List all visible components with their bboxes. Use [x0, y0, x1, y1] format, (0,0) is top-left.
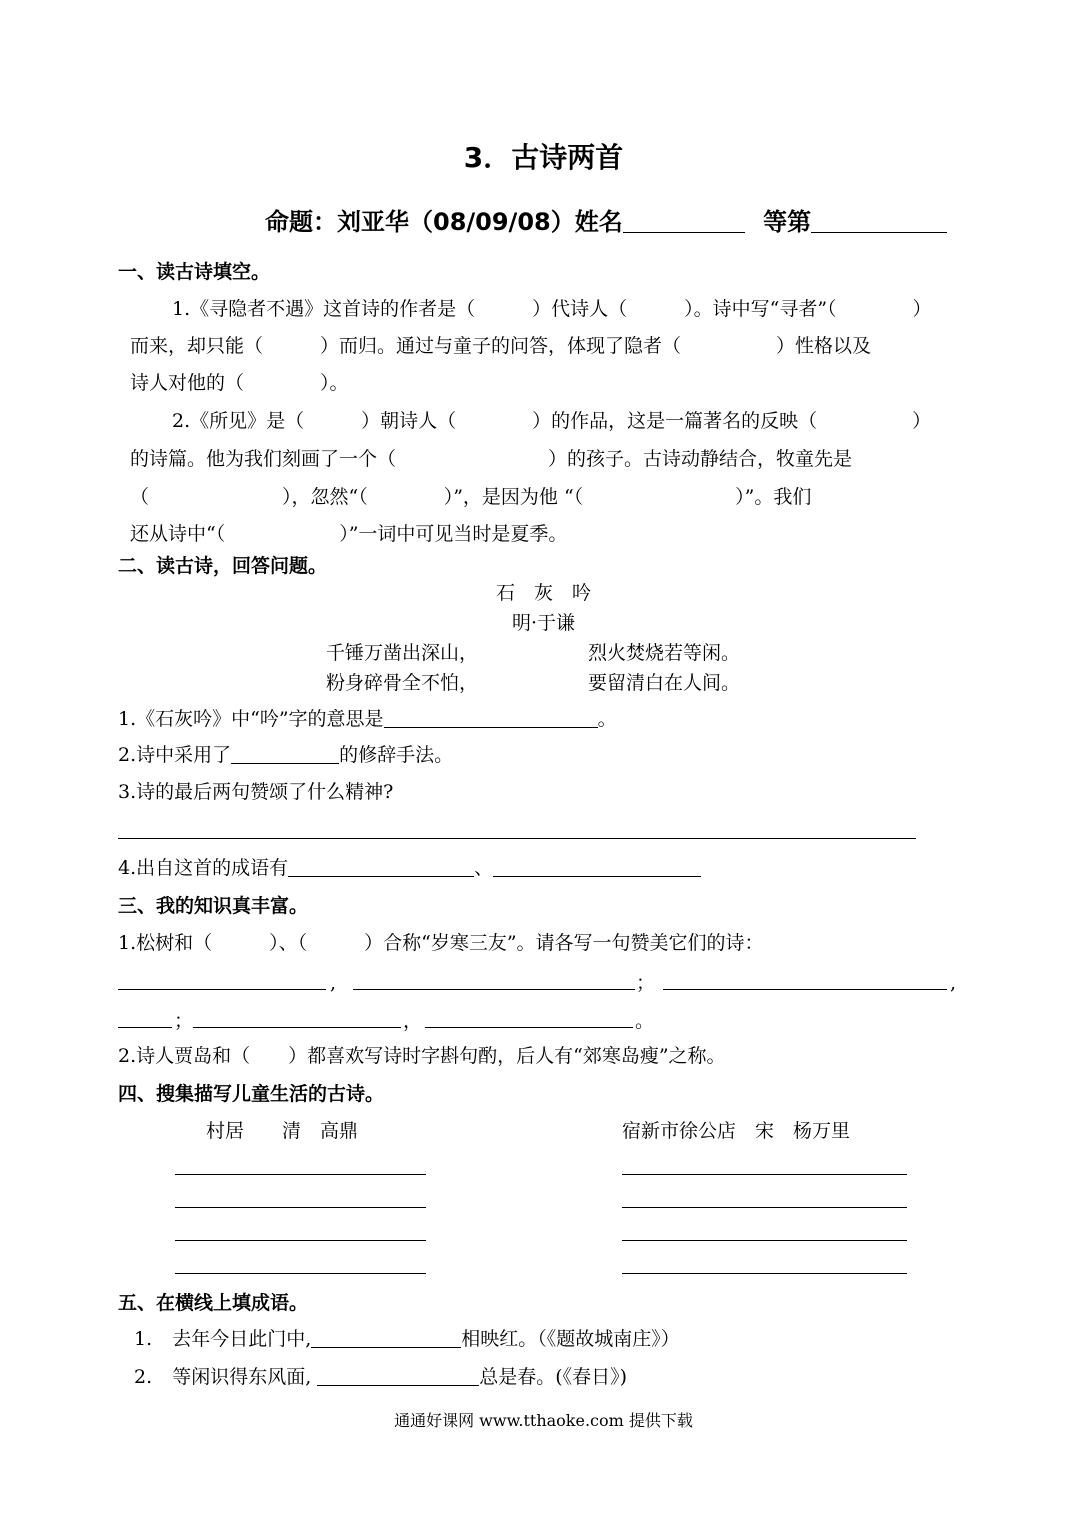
- punct-5: ，: [403, 1010, 423, 1032]
- punct-3: ,: [950, 972, 957, 994]
- poem-line-1: 千锤万凿出深山，: [326, 642, 479, 664]
- idiom-blank-2[interactable]: [317, 1365, 479, 1386]
- section1-line-2: 而来，却只能（ ）而归。通过与童子的问答，体现了隐者（ ）性格以及: [130, 335, 872, 357]
- q4-blank-2[interactable]: [493, 856, 701, 877]
- poem-title: 石 灰 吟: [495, 582, 591, 604]
- left-line-3[interactable]: [175, 1240, 426, 1241]
- section1-line-1: 1.《寻隐者不遇》这首诗的作者是（ ）代诗人（ ）。诗中写“寻者”（ ）: [172, 298, 932, 320]
- poem-blank-6[interactable]: [425, 1027, 633, 1028]
- section1-line-6: （ ），忽然“（ ）”，是因为他 “（ ）”。我们: [130, 486, 812, 508]
- right-line-2[interactable]: [622, 1207, 907, 1208]
- poem-author: 明·于谦: [511, 612, 576, 634]
- left-line-4[interactable]: [175, 1273, 426, 1274]
- poem-blank-5[interactable]: [193, 1027, 401, 1028]
- section3-q1: 1.松树和（ ）、（ ）合称“岁寒三友”。请各写一句赞美它们的诗：: [118, 932, 764, 954]
- q4-blank-1[interactable]: [288, 856, 474, 877]
- section1-line-5: 的诗篇。他为我们刻画了一个（ ）的孩子。古诗动静结合，牧童先是: [130, 448, 853, 470]
- poem-blank-2[interactable]: [353, 989, 635, 990]
- poem-blank-3[interactable]: [663, 989, 947, 990]
- punct-2: ；: [636, 972, 656, 994]
- section1-heading: 一、读古诗填空。: [118, 261, 271, 283]
- q3-answer-line[interactable]: [118, 838, 916, 839]
- poem-right-title: 宿新市徐公店 宋 杨万里: [622, 1120, 851, 1142]
- poem-left-title: 村居 清 高鼎: [206, 1120, 359, 1142]
- byline-label: 命题：刘亚华（08/09/08）姓名: [265, 208, 623, 236]
- right-line-3[interactable]: [622, 1240, 907, 1241]
- section2-q2: 2.诗中采用了 的修辞手法。: [118, 744, 454, 766]
- byline: [265, 202, 947, 237]
- section3-heading: 三、我的知识真丰富。: [118, 895, 309, 917]
- right-line-1[interactable]: [622, 1174, 907, 1175]
- section2-q4: 4.出自这首的成语有 、: [118, 855, 701, 881]
- punct-6: 。: [635, 1010, 655, 1032]
- section5-item-2: 2. 等闲识得东风面, 总是春。(《春日》): [134, 1366, 628, 1388]
- section4-heading: 四、搜集描写儿童生活的古诗。: [118, 1083, 385, 1105]
- name-blank[interactable]: [623, 206, 745, 233]
- section3-q2: 2.诗人贾岛和（ ）都喜欢写诗时字斟句酌，后人有“郊寒岛瘦”之称。: [118, 1045, 726, 1067]
- idiom-blank-1[interactable]: [311, 1327, 461, 1348]
- punct-1: ,: [330, 972, 337, 994]
- left-line-2[interactable]: [175, 1207, 426, 1208]
- q1-blank[interactable]: [384, 707, 598, 728]
- poem-line-2: 烈火焚烧若等闲。: [588, 642, 741, 664]
- section1-line-3: 诗人对他的（ ）。: [130, 372, 349, 394]
- poem-blank-4[interactable]: [118, 1027, 172, 1028]
- grade-label: 等第: [763, 208, 812, 236]
- poem-line-3: 粉身碎骨全不怕，: [326, 672, 479, 694]
- section2-q1: 1.《石灰吟》中“吟”字的意思是 。: [118, 708, 617, 730]
- page-title: 3．古诗两首: [463, 141, 624, 174]
- punct-4: ；: [174, 1010, 194, 1032]
- poem-blank-1[interactable]: [118, 989, 326, 990]
- q2-blank[interactable]: [231, 743, 339, 764]
- footer: 通通好课网 www.tthaoke.com 提供下载: [394, 1411, 693, 1430]
- section2-heading: 二、读古诗，回答问题。: [118, 555, 328, 577]
- section1-line-4: 2.《所见》是（ ）朝诗人（ ）的作品，这是一篇著名的反映（ ）: [172, 410, 932, 432]
- section5-heading: 五、在横线上填成语。: [118, 1292, 309, 1314]
- left-line-1[interactable]: [175, 1174, 426, 1175]
- section1-line-7: 还从诗中“（ ）”一词中可见当时是夏季。: [130, 523, 568, 545]
- grade-blank[interactable]: [811, 206, 947, 233]
- section5-item-1: 1. 去年今日此门中, 相映红。（《题故城南庄》）: [134, 1328, 680, 1350]
- right-line-4[interactable]: [622, 1273, 907, 1274]
- poem-line-4: 要留清白在人间。: [588, 672, 741, 694]
- section2-q3: 3.诗的最后两句赞颂了什么精神?: [118, 781, 394, 803]
